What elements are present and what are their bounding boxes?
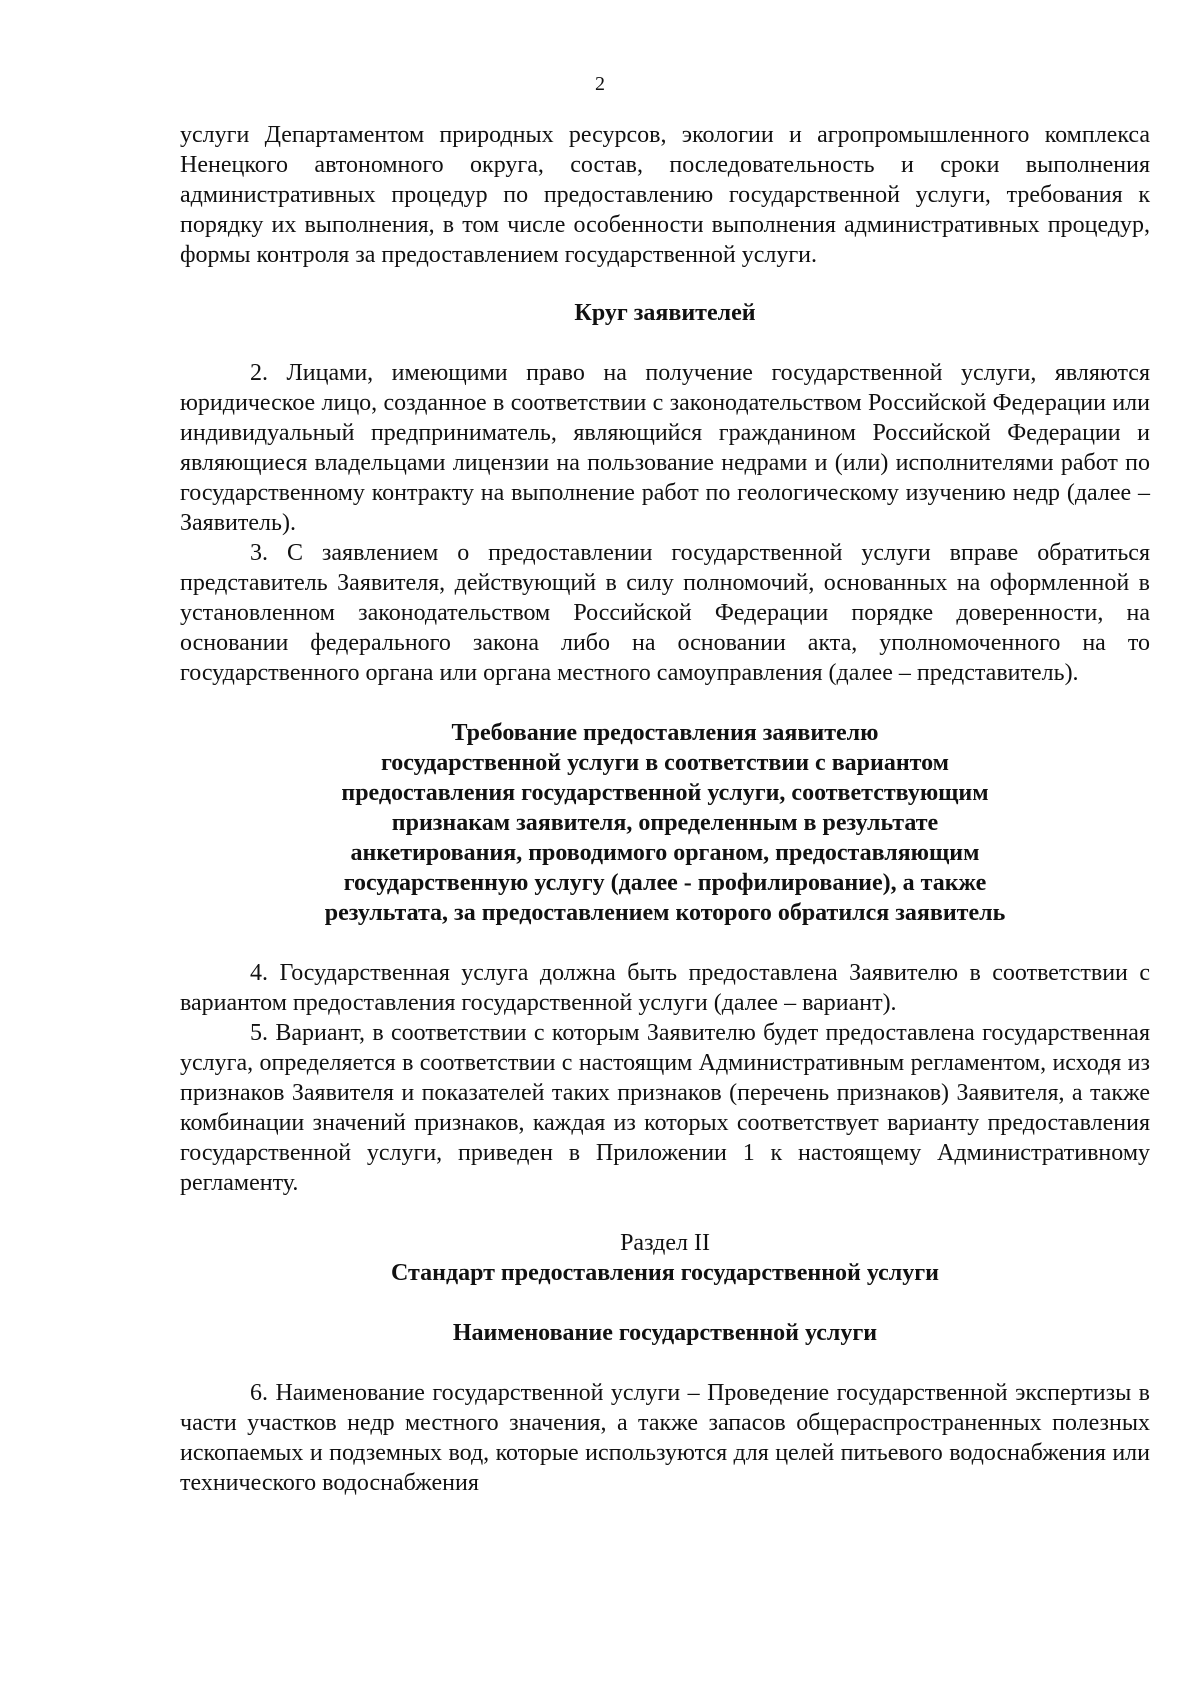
paragraph-4: 4. Государственная услуга должна быть предоставлена Заявителю в соответствии с вариантом предоставления государственной услуги (далее – вариант). bbox=[180, 960, 1150, 1016]
heading-requirement-line: государственной услуги в соответствии с вариантом bbox=[380, 750, 950, 776]
heading-requirement-line: признакам заявителя, определенным в результате bbox=[391, 810, 939, 836]
heading-requirement-line: предоставления государственной услуги, соответствующим bbox=[341, 780, 989, 806]
paragraph-3: 3. С заявлением о предоставлении государственной услуги вправе обратиться представитель Заявителя, действующий в силу полномочий, основанных на оформленной в установленном законодательством Российской Федерации порядке доверенности, на основании федерального закона либо на основании акта, уполномоченного на то государственного органа или органа местного самоуправления (далее – представитель). bbox=[180, 540, 1150, 686]
heading-requirement-line: результата, за предоставлением которого обратился заявитель bbox=[324, 900, 1006, 926]
document-body bbox=[180, 120, 1150, 1498]
page-number: 2 bbox=[595, 73, 605, 95]
heading-service-name: Наименование государственной услуги bbox=[452, 1320, 878, 1346]
section-label: Раздел II bbox=[620, 1230, 710, 1256]
paragraph-5: 5. Вариант, в соответствии с которым Заявителю будет предоставлена государственная услуга, определяется в соответствии с настоящим Административным регламентом, исходя из признаков Заявителя и показателей таких признаков (перечень признаков) Заявителя, а также комбинации значений признаков, каждая из которых соответствует варианту предоставления государственной услуги, приведен в Приложении 1 к настоящему Административному регламенту. bbox=[180, 1020, 1150, 1196]
heading-requirement-line: государственную услугу (далее - профилирование), а также bbox=[343, 870, 987, 896]
paragraph-6: 6. Наименование государственной услуги – Проведение государственной экспертизы в части участков недр местного значения, а также запасов общераспространенных полезных ископаемых и подземных вод, которые используются для целей питьевого водоснабжения или технического водоснабжения bbox=[180, 1380, 1150, 1496]
heading-requirement-line: анкетирования, проводимого органом, предоставляющим bbox=[350, 840, 980, 866]
intro-paragraph: услуги Департаментом природных ресурсов, экологии и агропромышленного комплекса Ненецкого автономного округа, состав, последовательность и сроки выполнения административных процедур по предоставлению государственной услуги, требования к порядку их выполнения, в том числе особенности выполнения административных процедур, формы контроля за предоставлением государственной услуги. bbox=[180, 122, 1150, 268]
paragraph-2: 2. Лицами, имеющими право на получение государственной услуги, являются юридическое лицо, созданное в соответствии с законодательством Российской Федерации или индивидуальный предприниматель, являющийся гражданином Российской Федерации и являющиеся владельцами лицензии на пользование недрами и (или) исполнителями работ по государственному контракту на выполнение работ по геологическому изучению недр (далее – Заявитель). bbox=[180, 360, 1150, 536]
section-title: Стандарт предоставления государственной услуги bbox=[391, 1260, 939, 1286]
heading-requirement bbox=[180, 718, 1150, 928]
heading-requirement-line: Требование предоставления заявителю bbox=[451, 720, 879, 746]
heading-applicants: Круг заявителей bbox=[574, 300, 756, 326]
